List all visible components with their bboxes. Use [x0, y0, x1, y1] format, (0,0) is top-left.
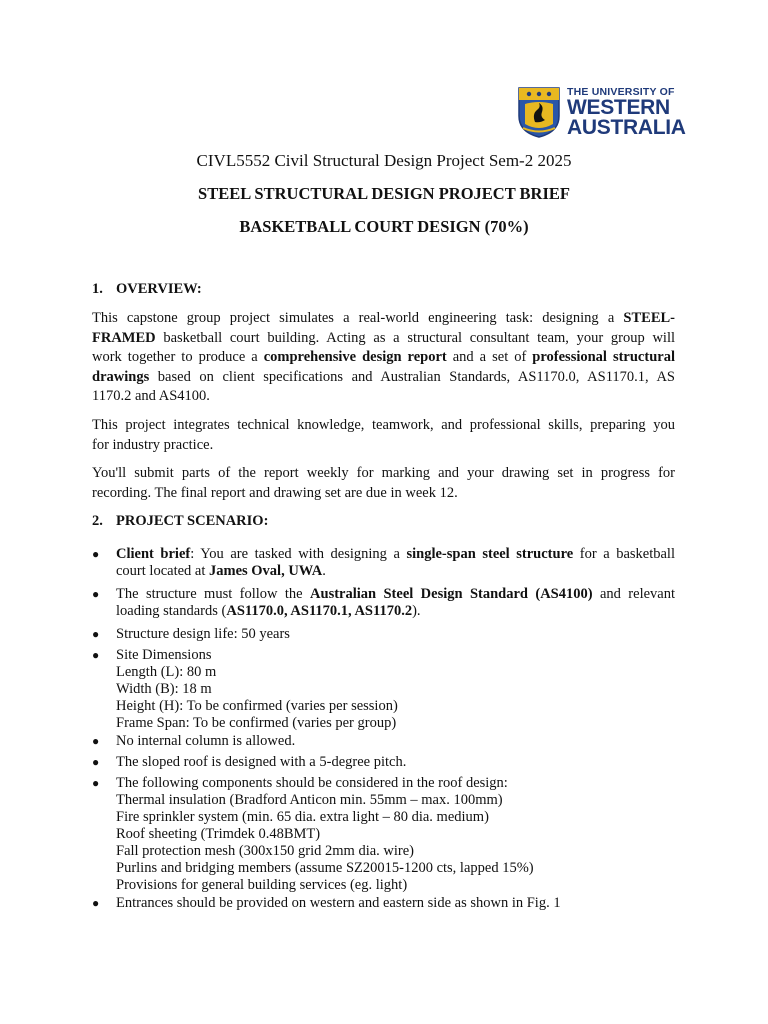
text-line: [116, 603, 682, 620]
bold-run: Client brief: [116, 546, 191, 562]
text-line: The following components should be considered in the roof design:: [116, 775, 508, 791]
text-line: [116, 586, 675, 603]
sub-item: Provisions for general building services (eg. light): [116, 877, 408, 893]
list-item: [92, 586, 682, 620]
text-line: Site Dimensions: [116, 647, 212, 663]
text-run: court located at: [116, 563, 209, 579]
list-item: [92, 895, 682, 912]
text-run: for a basketball: [573, 546, 675, 562]
section-title: PROJECT SCENARIO:: [116, 513, 269, 529]
list-item: [92, 546, 682, 580]
bullet-icon: ●: [92, 734, 100, 748]
bullet-icon: ●: [92, 896, 100, 910]
section-scenario-heading: [92, 513, 268, 530]
text-line: The sloped roof is designed with a 5-degree pitch.: [116, 754, 407, 770]
text-run: This capstone group project simulates a real-world engineering task: designing a: [92, 310, 624, 326]
bullet-icon: ●: [92, 776, 100, 790]
text-run: and relevant: [592, 586, 675, 602]
text-line: [92, 309, 675, 329]
text-line: Entrances should be provided on western and eastern side as shown in Fig. 1: [116, 895, 561, 911]
text-run: ).: [412, 603, 421, 619]
bold-run: James Oval, UWA: [209, 563, 323, 579]
bullet-icon: ●: [92, 547, 100, 561]
text-run: work together to produce a: [92, 349, 264, 365]
bold-run: Australian Steel Design Standard (AS4100): [310, 586, 593, 602]
sub-item: Roof sheeting (Trimdek 0.48BMT): [116, 826, 321, 842]
section-overview-heading: [92, 281, 202, 298]
text-line: for industry practice.: [92, 436, 214, 453]
scenario-bullet-list: [92, 546, 682, 912]
text-run: .: [322, 563, 326, 579]
sub-item: Length (L): 80 m: [116, 664, 217, 680]
text-run: : You are tasked with designing a: [190, 546, 407, 562]
uwa-wordmark: [567, 86, 686, 139]
bold-run: STEEL-: [623, 310, 675, 326]
text-line: This project integrates technical knowledge, teamwork, and professional skills, preparing you: [92, 417, 675, 433]
list-item: [92, 733, 682, 750]
text-run: The structure must follow the: [116, 586, 311, 602]
sub-item: Purlins and bridging members (assume SZ20015-1200 cts, lapped 15%): [116, 860, 534, 876]
overview-paragraph-2: [92, 416, 675, 455]
bold-run: professional structural: [532, 349, 675, 365]
bold-run: single-span steel structure: [406, 546, 574, 562]
text-line: [92, 348, 675, 368]
text-line: [116, 563, 682, 580]
sub-item: Thermal insulation (Bradford Anticon min. 55mm – max. 100mm): [116, 792, 503, 808]
list-item: [92, 775, 682, 894]
logo-line-1: THE UNIVERSITY OF: [567, 86, 675, 98]
list-item: [92, 626, 682, 643]
text-line: [92, 368, 675, 388]
bold-run: AS1170.0, AS1170.1, AS1170.2: [226, 603, 413, 619]
sub-item: Frame Span: To be confirmed (varies per group): [116, 715, 397, 731]
text-line: You'll submit parts of the report weekly for marking and your drawing set in progress for: [92, 465, 675, 481]
overview-paragraph-3: [92, 464, 675, 503]
uwa-logo: [517, 86, 686, 140]
text-line: recording. The final report and drawing set are due in week 12.: [92, 484, 458, 501]
overview-paragraph-1: [92, 309, 675, 407]
brief-title: STEEL STRUCTURAL DESIGN PROJECT BRIEF: [198, 184, 570, 203]
sub-item: Fire sprinkler system (min. 65 dia. extra light – 80 dia. medium): [116, 809, 489, 825]
sub-item: Height (H): To be confirmed (varies per session): [116, 698, 398, 714]
logo-line-2: WESTERN: [567, 96, 670, 119]
section-title: OVERVIEW:: [116, 281, 202, 297]
text-run: loading standards (: [116, 603, 227, 619]
bold-run: FRAMED: [92, 329, 156, 346]
sub-item: Width (B): 18 m: [116, 681, 212, 697]
course-title: CIVL5552 Civil Structural Design Project Sem-2 2025: [196, 151, 572, 170]
sub-item: Fall protection mesh (300x150 grid 2mm dia. wire): [116, 843, 415, 859]
bullet-icon: ●: [92, 627, 100, 641]
bullet-icon: ●: [92, 648, 100, 662]
text-line: No internal column is allowed.: [116, 733, 296, 749]
bold-run: drawings: [92, 368, 150, 385]
section-number: 1.: [92, 281, 103, 297]
design-title: BASKETBALL COURT DESIGN (70%): [239, 217, 529, 236]
section-number: 2.: [92, 513, 103, 529]
logo-line-3: AUSTRALIA: [567, 116, 686, 139]
text-run: and a set of: [446, 349, 533, 365]
bold-run: comprehensive design report: [263, 349, 447, 365]
text-run: based on client specifications and Australian Standards, AS1170.0, AS1170.1, AS: [149, 368, 675, 385]
text-line: 1170.2 and AS4100.: [92, 388, 210, 404]
text-line: [116, 546, 675, 563]
bullet-icon: ●: [92, 587, 100, 601]
bullet-icon: ●: [92, 755, 100, 769]
uwa-crest-icon: [517, 86, 561, 138]
text-line: [92, 329, 675, 349]
text-run: basketball court building. Acting as a structural consultant team, your group will: [155, 329, 675, 346]
list-item: [92, 754, 682, 771]
text-line: Structure design life: 50 years: [116, 626, 290, 642]
list-item: [92, 647, 682, 732]
